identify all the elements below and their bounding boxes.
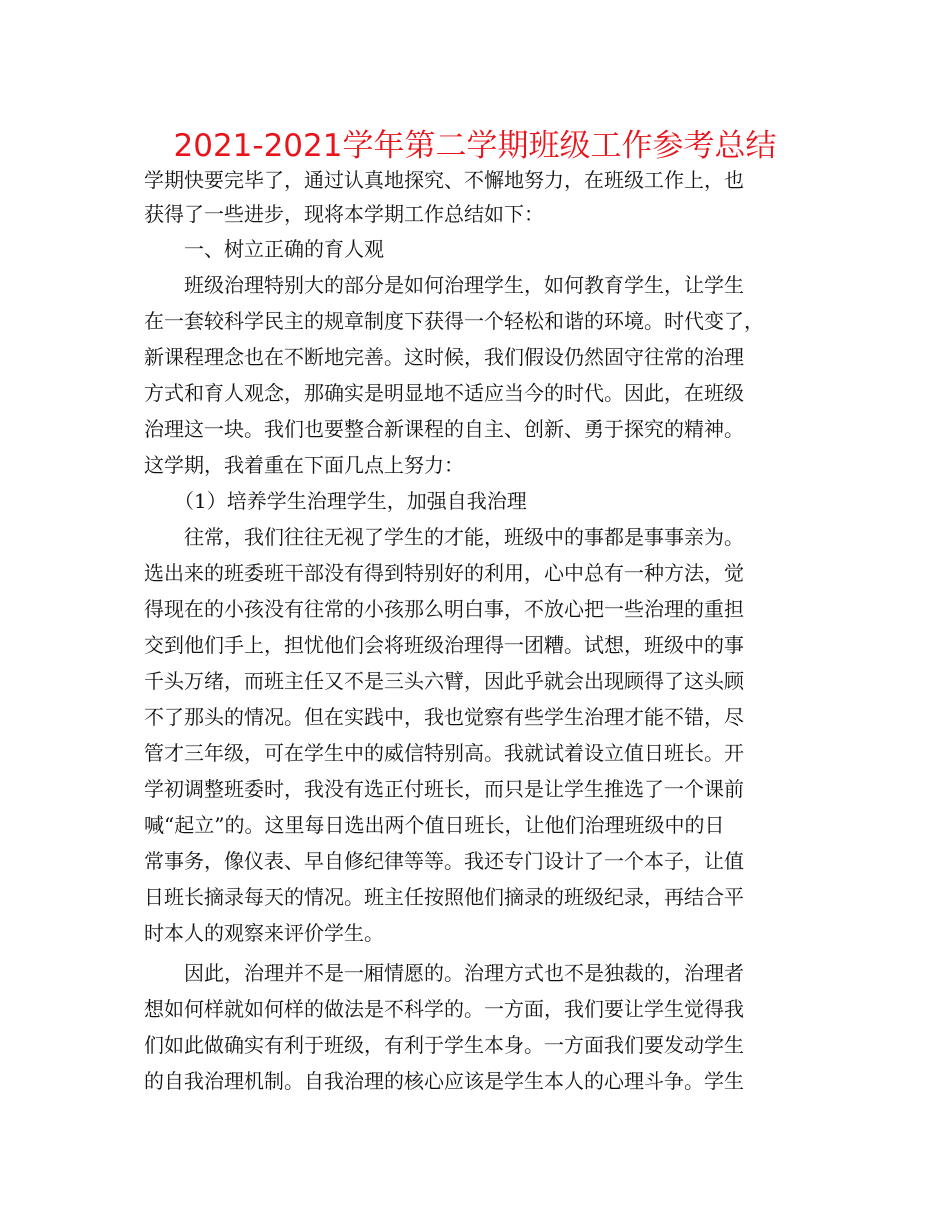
body-line: 们如此做确实有利于班级，有利于学生本身。一方面我们要发动学生 [144,1033,744,1057]
body-line: 在一套较科学民主的规章制度下获得一个轻松和谐的环境。时代变了， [144,309,764,333]
body-line: 这学期，我着重在下面几点上努力： [144,453,464,477]
body-line: 治理这一块。我们也要整合新课程的自主、创新、勇于探究的精神。 [144,417,744,441]
body-line: 学初调整班委时，我没有选正付班长，而只是让学生推选了一个课前 [144,777,744,801]
body-line: 日班长摘录每天的情况。班主任按照他们摘录的班级纪录，再结合平 [144,885,744,909]
body-line: 获得了一些进步，现将本学期工作总结如下： [144,202,544,226]
body-line: 时本人的观察来评价学生。 [144,921,384,945]
body-line: 新课程理念也在不断地完善。这时候，我们假设仍然固守往常的治理 [144,345,744,369]
body-line: 常事务，像仪表、早自修纪律等等。我还专门设计了一个本子，让值 [144,849,744,873]
body-line: 交到他们手上，担忧他们会将班级治理得一团糟。试想，班级中的事 [144,633,744,657]
body-line: 一、树立正确的育人观 [144,237,384,261]
body-line: 得现在的小孩没有往常的小孩那么明白事，不放心把一些治理的重担 [144,597,744,621]
body-line: 喊“起立”的。这里每日选出两个值日班长，让他们治理班级中的日 [144,813,725,837]
body-line: 学期快要完毕了，通过认真地探究、不懈地努力，在班级工作上，也 [144,168,744,192]
body-line: 千头万绪，而班主任又不是三头六臂，因此乎就会出现顾得了这头顾 [144,669,744,693]
body-line: 想如何样就如何样的做法是不科学的。一方面，我们要让学生觉得我 [144,997,744,1021]
document-title: 2021-2021学年第二学期班级工作参考总结 [173,128,777,164]
body-line: 往常，我们往往无视了学生的才能，班级中的事都是事事亲为。 [144,525,744,549]
body-line: 不了那头的情况。但在实践中，我也觉察有些学生治理才能不错，尽 [144,705,744,729]
body-line: 的自我治理机制。自我治理的核心应该是学生本人的心理斗争。学生 [144,1069,744,1093]
body-line: 因此，治理并不是一厢情愿的。治理方式也不是独裁的，治理者 [144,961,744,985]
body-line: 方式和育人观念，那确实是明显地不适应当今的时代。因此，在班级 [144,381,744,405]
body-line: 班级治理特别大的部分是如何治理学生，如何教育学生，让学生 [144,273,744,297]
body-line: 选出来的班委班干部没有得到特别好的利用，心中总有一种方法，觉 [144,561,744,585]
body-line: （1）培养学生治理学生，加强自我治理 [144,489,527,513]
body-line: 管才三年级，可在学生中的威信特别高。我就试着设立值日班长。开 [144,741,744,765]
